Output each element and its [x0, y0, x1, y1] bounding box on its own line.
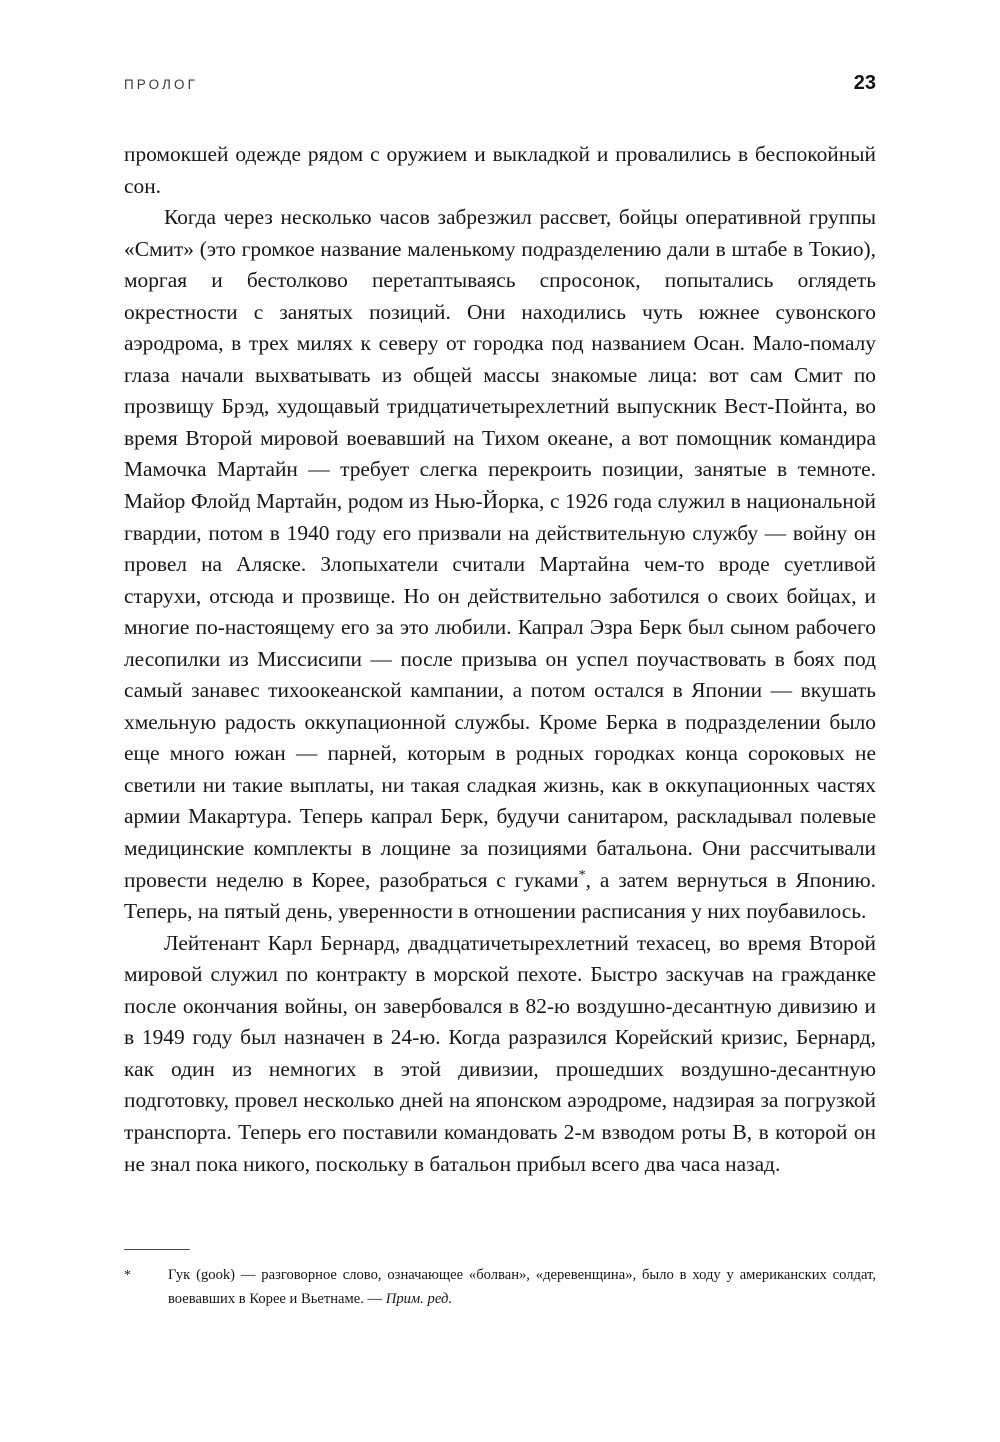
- footnote-row: [124, 1264, 876, 1311]
- footnote-separator-rule: [124, 1249, 190, 1250]
- footnote-text-plain: Гук (gook) — разговорное слово, означающее «болван», «деревенщина», было в ходу у американских солдат, воевавших в Корее и Вьетнаме. —: [168, 1267, 876, 1307]
- footnote-marker: *: [124, 1268, 131, 1283]
- paragraph-lieutenant-bernard: Лейтенант Карл Бернард, двадцатичетырехлетний техасец, во время Второй мировой служил по контракту в морской пехоте. Быстро заскучав на гражданке после окончания войны, он завербовался в 82-ю воздушно-десантную дивизию и в 1949 году был назначен в 24-ю. Когда разразился Корейский кризис, Бернард, как один из немногих в этой дивизии, прошедших воздушно-десантную подготовку, провел несколько дней на японском аэродроме, надзирая за погрузкой транспорта. Теперь его поставили командовать 2-м взводом роты B, в которой он не знал пока никого, поскольку в батальон прибыл всего два часа назад.: [124, 930, 876, 1176]
- footnote-attribution: Прим. ред.: [385, 1290, 452, 1307]
- paragraph-continuation: промокшей одежде рядом с оружием и выкладкой и провалились в беспокойный сон.: [124, 142, 876, 198]
- footnote-reference-marker[interactable]: *: [578, 866, 586, 883]
- body-text-column: [124, 139, 876, 1180]
- paragraph-body-main: Когда через несколько часов забрезжил рассвет, бойцы оперативной группы «Смит» (это громкое название маленькому подразделению дали в штабе в Токио), моргая и бестолково перетаптываясь спросонок, попытались оглядеть окрестности с занятых позиций. Они находились чуть южнее сувонского аэродрома, в трех милях к северу от городка под названием Осан. Мало-помалу глаза начали выхватывать из общей массы знакомые лица: вот сам Смит по прозвищу Брэд, худощавый тридцатичетырехлетний выпускник Вест-Пойнта, во время Второй мировой воевавший на Тихом океане, а вот помощник командира Мамочка Мартайн — требует слегка перекроить позиции, занятые в темноте. Майор Флойд Мартайн, родом из Нью-Йорка, с 1926 года служил в национальной гвардии, потом в 1940 году его призвали на действительную службу — войну он провел на Аляске. Злопыхатели считали Мартайна чем-то вроде суетливой старухи, отсюда и прозвище. Но он действительно заботился о своих бойцах, и многие по-настоящему его за это любили. Капрал Эзра Берк был сыном рабочего лесопилки из Миссисипи — после призыва он успел поучаствовать в боях под самый занавес тихоокеанской кампании, а потом остался в Японии — вкушать хмельную радость оккупационной службы. Кроме Берка в подразделении было еще много южан — парней, которым в родных городках конца сороковых не светили ни такие выплаты, ни такая сладкая жизнь, как в оккупационных частях армии Макартура. Теперь капрал Берк, будучи санитаром, раскладывал полевые медицинские комплекты в лощине за позициями батальона. Они рассчитывали провести неделю в Корее, разобраться с гуками: [124, 205, 876, 892]
- footnote-text: [168, 1264, 876, 1311]
- running-head: [124, 72, 876, 98]
- paragraph-body-tail: , а затем вернуться в Японию. Теперь, на пятый день, уверенности в отношении расписания у них поубавилось.: [124, 867, 876, 924]
- running-head-title: ПРОЛОГ: [124, 77, 199, 92]
- page-number: 23: [853, 72, 876, 94]
- paragraph-task-force-smith: [124, 202, 876, 928]
- footnote-block: [124, 1249, 876, 1311]
